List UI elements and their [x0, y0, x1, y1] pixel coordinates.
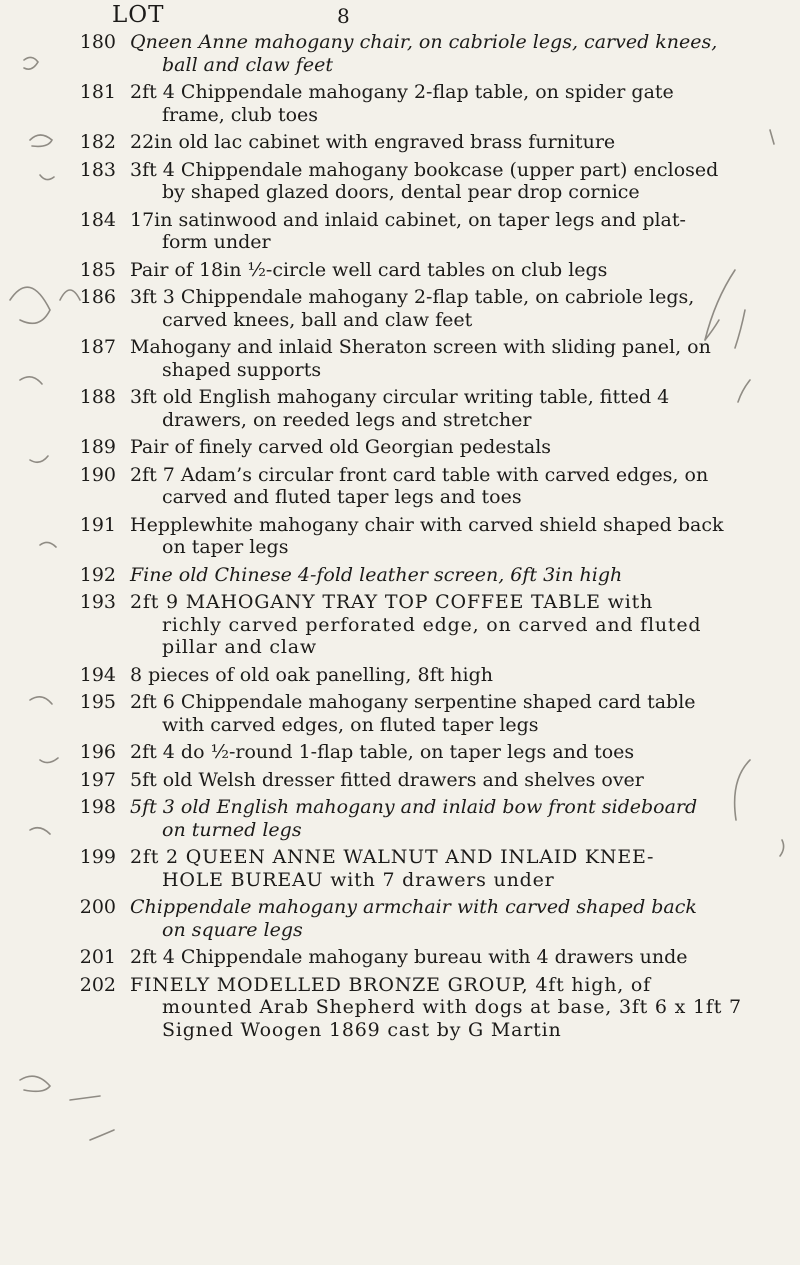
lot-description — [130, 564, 730, 587]
description-line: Fine old Chinese 4-fold leather screen, 6ft 3in high — [130, 563, 623, 586]
description-line: on taper legs — [162, 536, 289, 558]
lot-list — [0, 31, 800, 1046]
lot-number: 181 — [79, 81, 116, 103]
page-number: 8 — [337, 4, 350, 28]
description-line: 5ft old Welsh dresser fitted drawers and shelves over — [130, 768, 644, 791]
description-line: form under — [162, 231, 271, 253]
lot-description — [130, 131, 730, 154]
description-line: 8 pieces of old oak panelling, 8ft high — [130, 663, 494, 686]
lot-description — [130, 286, 730, 331]
description-line: 2ft 6 Chippendale mahogany serpentine shaped card table — [130, 691, 696, 713]
lot-description — [130, 209, 730, 254]
description-line: carved knees, ball and claw feet — [162, 308, 473, 331]
lot-entry — [0, 209, 800, 254]
description-line: 2ft 4 Chippendale mahogany bureau with 4 drawers unde — [130, 946, 688, 968]
lot-entry — [0, 946, 800, 969]
description-line: pillar and claw — [162, 636, 317, 658]
lot-description — [130, 464, 730, 509]
lot-entry — [0, 159, 800, 204]
lot-description — [130, 591, 730, 659]
lot-number: 202 — [79, 973, 116, 996]
lot-description — [130, 81, 730, 126]
lot-description — [130, 159, 730, 204]
lot-description — [130, 664, 730, 687]
lot-entry — [0, 691, 800, 736]
lot-entry — [0, 896, 800, 941]
lot-entry — [0, 336, 800, 381]
lot-number: 183 — [79, 158, 116, 181]
description-line: 2ft 2 QUEEN ANNE WALNUT AND INLAID KNEE- — [130, 846, 655, 868]
description-line: 2ft 4 Chippendale mahogany 2-flap table, on spider gate — [130, 81, 674, 103]
lot-description — [130, 514, 730, 559]
lot-description — [130, 386, 730, 431]
lot-number: 182 — [79, 131, 116, 153]
lot-entry — [0, 796, 800, 841]
lot-column-heading: LOT — [112, 2, 165, 28]
lot-number: 200 — [79, 896, 116, 918]
description-line: Mahogany and inlaid Sheraton screen with sliding panel, on — [130, 336, 711, 358]
description-line: frame, club toes — [162, 103, 319, 126]
description-line: 2ft 7 Adam’s circular front card table with carved edges, on — [130, 463, 709, 486]
description-line: shaped supports — [162, 358, 322, 381]
lot-number: 197 — [79, 768, 116, 791]
description-line: Chippendale mahogany armchair with carved shaped back — [130, 896, 697, 918]
description-line: Signed Woogen 1869 cast by G Martin — [162, 1018, 562, 1041]
lot-entry — [0, 464, 800, 509]
lot-description — [130, 769, 730, 792]
description-line: by shaped glazed doors, dental pear drop cornice — [162, 181, 640, 203]
lot-number: 191 — [79, 513, 116, 536]
lot-entry — [0, 259, 800, 282]
lot-entry — [0, 846, 800, 891]
lot-number: 201 — [79, 946, 116, 968]
description-line: richly carved perforated edge, on carved and fluted — [162, 613, 702, 636]
lot-description — [130, 259, 730, 282]
description-line: drawers, on reeded legs and stretcher — [162, 408, 532, 431]
description-line: Pair of 18in ½-circle well card tables on club legs — [130, 258, 608, 281]
lot-number: 190 — [79, 463, 116, 486]
lot-entry — [0, 974, 800, 1042]
description-line: 3ft 3 Chippendale mahogany 2-flap table, on cabriole legs, — [130, 286, 695, 308]
lot-entry — [0, 514, 800, 559]
lot-entry — [0, 664, 800, 687]
description-line: 2ft 9 MAHOGANY TRAY TOP COFFEE TABLE with — [130, 591, 654, 613]
lot-description — [130, 946, 730, 969]
lot-number: 185 — [79, 258, 116, 281]
lot-entry — [0, 31, 800, 76]
lot-entry — [0, 286, 800, 331]
lot-entry — [0, 564, 800, 587]
lot-entry — [0, 769, 800, 792]
lot-description — [130, 973, 742, 1042]
lot-entry — [0, 436, 800, 459]
lot-number: 198 — [79, 796, 116, 818]
description-line: on square legs — [162, 918, 303, 941]
lot-number: 192 — [79, 563, 116, 586]
description-line: carved and fluted taper legs and toes — [162, 486, 522, 508]
lot-number: 195 — [79, 691, 116, 713]
lot-entry — [0, 741, 800, 764]
description-line: 17in satinwood and inlaid cabinet, on taper legs and plat- — [130, 208, 686, 231]
lot-description — [130, 436, 730, 459]
lot-entry — [0, 81, 800, 126]
lot-number: 189 — [79, 436, 116, 458]
lot-number: 187 — [79, 336, 116, 358]
lot-number: 180 — [79, 31, 116, 53]
lot-number: 193 — [79, 591, 116, 613]
description-line: 2ft 4 do ½-round 1-flap table, on taper legs and toes — [130, 741, 635, 763]
lot-number: 186 — [79, 286, 116, 308]
description-line: ball and claw feet — [162, 53, 333, 76]
description-line: Pair of finely carved old Georgian pedestals — [130, 436, 552, 458]
description-line: HOLE BUREAU with 7 drawers under — [162, 868, 555, 891]
description-line: mounted Arab Shepherd with dogs at base, 3ft 6 x 1ft 7 — [162, 996, 742, 1018]
description-line: Qneen Anne mahogany chair, on cabriole legs, carved knees, — [130, 31, 718, 53]
lot-description — [130, 31, 730, 76]
lot-number: 194 — [79, 663, 116, 686]
description-line: 3ft 4 Chippendale mahogany bookcase (upper part) enclosed — [130, 158, 719, 181]
lot-description — [130, 336, 730, 381]
description-line: FINELY MODELLED BRONZE GROUP, 4ft high, of — [130, 973, 652, 996]
lot-description — [130, 741, 730, 764]
description-line: 5ft 3 old English mahogany and inlaid bow front sideboard — [130, 796, 698, 818]
description-line: 22in old lac cabinet with engraved brass furniture — [130, 131, 616, 153]
description-line: 3ft old English mahogany circular writing table, fitted 4 — [130, 386, 670, 408]
lot-description — [130, 796, 730, 841]
lot-number: 184 — [79, 208, 116, 231]
lot-entry — [0, 386, 800, 431]
lot-number: 188 — [79, 386, 116, 408]
lot-number: 199 — [79, 846, 116, 868]
lot-description — [130, 691, 730, 736]
lot-description — [130, 896, 730, 941]
description-line: with carved edges, on fluted taper legs — [162, 713, 539, 736]
lot-description — [130, 846, 730, 891]
description-line: on turned legs — [162, 818, 302, 841]
lot-entry — [0, 131, 800, 154]
lot-number: 196 — [79, 741, 116, 763]
description-line: Hepplewhite mahogany chair with carved shield shaped back — [130, 513, 724, 536]
lot-entry — [0, 591, 800, 659]
